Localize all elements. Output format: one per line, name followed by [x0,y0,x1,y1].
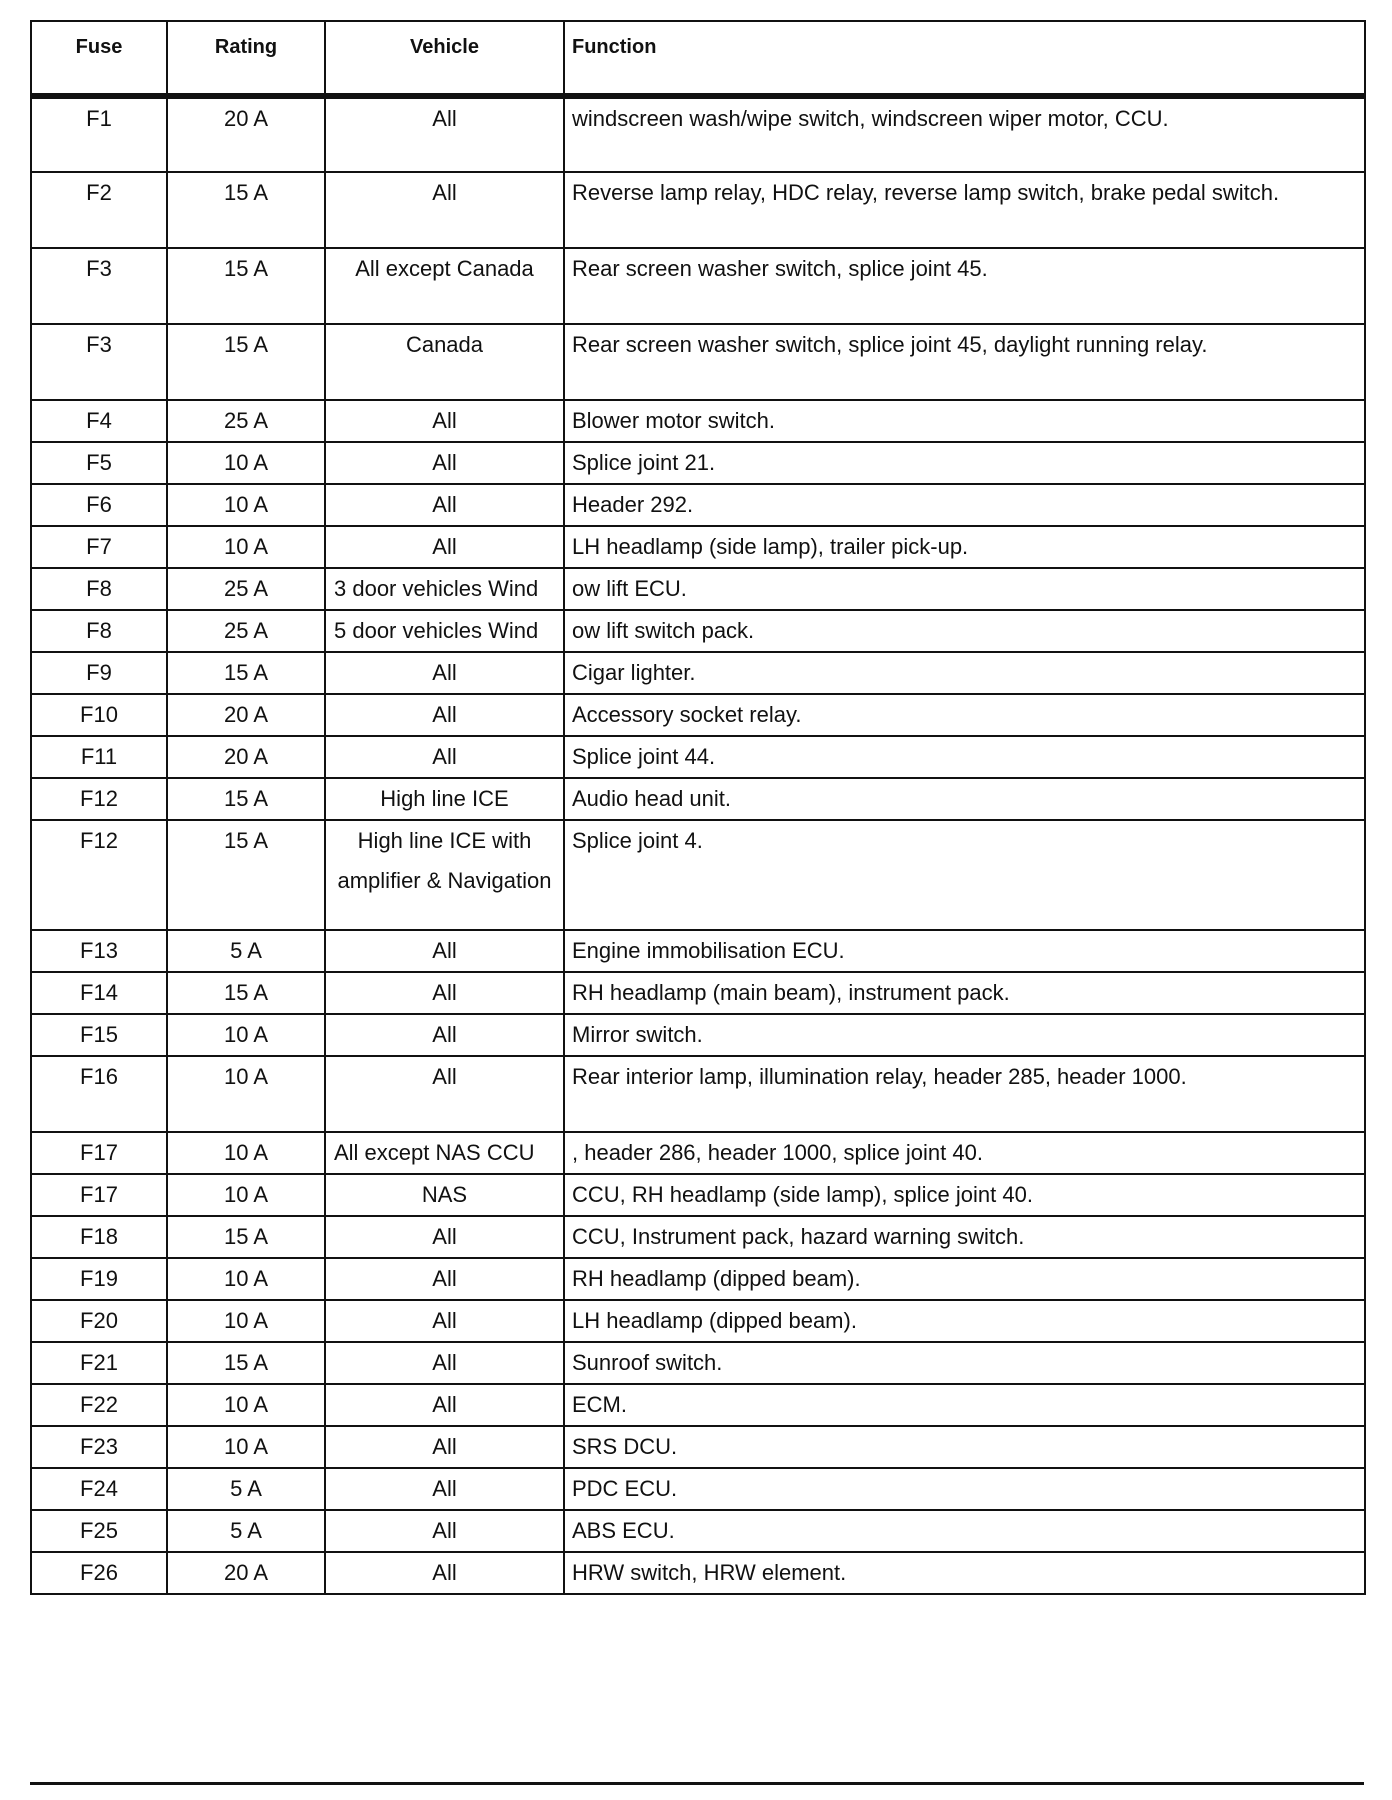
vehicle-cell: 5 door vehicles Wind [325,610,564,652]
fuse-cell: F7 [31,526,167,568]
table-header-row [31,21,1365,96]
vehicle-cell: All [325,1510,564,1552]
rating-cell: 10 A [167,1056,325,1132]
rating-cell: 25 A [167,610,325,652]
vehicle-cell: High line ICE [325,778,564,820]
vehicle-cell: All [325,1552,564,1594]
function-cell: LH headlamp (side lamp), trailer pick-up. [564,526,1365,568]
vehicle-cell: All [325,652,564,694]
fuse-cell: F3 [31,248,167,324]
fuse-cell: F8 [31,610,167,652]
rating-cell: 15 A [167,652,325,694]
fuse-table [30,20,1366,1595]
function-cell: Rear screen washer switch, splice joint 45, daylight running relay. [564,324,1365,400]
function-cell: SRS DCU. [564,1426,1365,1468]
rating-cell: 5 A [167,1468,325,1510]
rating-cell: 15 A [167,1342,325,1384]
rating-cell: 25 A [167,568,325,610]
function-cell: Rear screen washer switch, splice joint 45. [564,248,1365,324]
function-cell: Reverse lamp relay, HDC relay, reverse lamp switch, brake pedal switch. [564,172,1365,248]
fuse-cell: F17 [31,1174,167,1216]
vehicle-cell: All [325,484,564,526]
vehicle-cell: All [325,1056,564,1132]
table-row [31,610,1365,652]
table-row [31,172,1365,248]
function-cell: Rear interior lamp, illumination relay, header 285, header 1000. [564,1056,1365,1132]
rating-cell: 10 A [167,1132,325,1174]
vehicle-cell: All [325,930,564,972]
fuse-cell: F23 [31,1426,167,1468]
table-row [31,1014,1365,1056]
vehicle-cell: All [325,1014,564,1056]
vehicle-cell: All [325,172,564,248]
function-cell: Header 292. [564,484,1365,526]
vehicle-cell: All [325,1384,564,1426]
rating-cell: 20 A [167,1552,325,1594]
table-row [31,1468,1365,1510]
rating-cell: 10 A [167,1258,325,1300]
function-cell: , header 286, header 1000, splice joint 40. [564,1132,1365,1174]
rating-cell: 5 A [167,1510,325,1552]
vehicle-cell: All [325,526,564,568]
table-row [31,930,1365,972]
table-row [31,1510,1365,1552]
table-row [31,248,1365,324]
rating-cell: 20 A [167,736,325,778]
rating-cell: 10 A [167,526,325,568]
table-row [31,1384,1365,1426]
function-cell: Sunroof switch. [564,1342,1365,1384]
fuse-cell: F21 [31,1342,167,1384]
vehicle-cell: All [325,694,564,736]
vehicle-cell: All [325,400,564,442]
vehicle-cell: All except NAS CCU [325,1132,564,1174]
fuse-cell: F8 [31,568,167,610]
table-row [31,972,1365,1014]
function-cell: Splice joint 4. [564,820,1365,930]
bottom-rule [30,1782,1364,1785]
function-cell: RH headlamp (dipped beam). [564,1258,1365,1300]
rating-cell: 15 A [167,972,325,1014]
vehicle-cell: All [325,1468,564,1510]
fuse-cell: F11 [31,736,167,778]
rating-cell: 20 A [167,694,325,736]
function-cell: Splice joint 44. [564,736,1365,778]
rating-cell: 10 A [167,1014,325,1056]
fuse-cell: F4 [31,400,167,442]
function-cell: Engine immobilisation ECU. [564,930,1365,972]
vehicle-cell: All [325,1342,564,1384]
fuse-cell: F12 [31,778,167,820]
vehicle-cell: All [325,1216,564,1258]
rating-cell: 15 A [167,778,325,820]
fuse-cell: F13 [31,930,167,972]
vehicle-cell: All [325,442,564,484]
function-cell: HRW switch, HRW element. [564,1552,1365,1594]
rating-cell: 15 A [167,172,325,248]
header-vehicle: Vehicle [325,21,564,96]
fuse-cell: F18 [31,1216,167,1258]
vehicle-cell: 3 door vehicles Wind [325,568,564,610]
rating-cell: 15 A [167,820,325,930]
vehicle-cell: Canada [325,324,564,400]
vehicle-cell: All [325,736,564,778]
function-cell: CCU, Instrument pack, hazard warning switch. [564,1216,1365,1258]
fuse-cell: F15 [31,1014,167,1056]
table-row [31,568,1365,610]
rating-cell: 15 A [167,1216,325,1258]
fuse-cell: F5 [31,442,167,484]
function-cell: Accessory socket relay. [564,694,1365,736]
function-cell: Splice joint 21. [564,442,1365,484]
function-cell: ow lift switch pack. [564,610,1365,652]
vehicle-cell: NAS [325,1174,564,1216]
rating-cell: 15 A [167,324,325,400]
fuse-cell: F17 [31,1132,167,1174]
table-row [31,1174,1365,1216]
fuse-cell: F20 [31,1300,167,1342]
table-row [31,778,1365,820]
table-row [31,736,1365,778]
table-row [31,1552,1365,1594]
rating-cell: 25 A [167,400,325,442]
rating-cell: 10 A [167,1174,325,1216]
fuse-cell: F2 [31,172,167,248]
fuse-cell: F14 [31,972,167,1014]
function-cell: Cigar lighter. [564,652,1365,694]
vehicle-cell: All [325,1426,564,1468]
function-cell: PDC ECU. [564,1468,1365,1510]
function-cell: ow lift ECU. [564,568,1365,610]
rating-cell: 10 A [167,1300,325,1342]
rating-cell: 10 A [167,1384,325,1426]
vehicle-cell: All except Canada [325,248,564,324]
table-row [31,400,1365,442]
function-cell: ABS ECU. [564,1510,1365,1552]
table-row [31,694,1365,736]
table-row [31,324,1365,400]
function-cell: windscreen wash/wipe switch, windscreen wiper motor, CCU. [564,96,1365,172]
function-cell: LH headlamp (dipped beam). [564,1300,1365,1342]
fuse-cell: F12 [31,820,167,930]
fuse-cell: F19 [31,1258,167,1300]
function-cell: RH headlamp (main beam), instrument pack. [564,972,1365,1014]
table-body [31,96,1365,1594]
function-cell: Audio head unit. [564,778,1365,820]
table-row [31,1216,1365,1258]
function-cell: ECM. [564,1384,1365,1426]
table-row [31,1300,1365,1342]
table-row [31,484,1365,526]
table-row [31,1258,1365,1300]
vehicle-cell: All [325,1300,564,1342]
fuse-cell: F22 [31,1384,167,1426]
function-cell: CCU, RH headlamp (side lamp), splice joint 40. [564,1174,1365,1216]
table-row [31,96,1365,172]
table-row [31,1132,1365,1174]
header-fuse: Fuse [31,21,167,96]
fuse-cell: F24 [31,1468,167,1510]
rating-cell: 10 A [167,1426,325,1468]
rating-cell: 10 A [167,484,325,526]
rating-cell: 15 A [167,248,325,324]
header-function: Function [564,21,1365,96]
fuse-cell: F9 [31,652,167,694]
vehicle-cell: All [325,1258,564,1300]
rating-cell: 10 A [167,442,325,484]
table-row [31,1056,1365,1132]
table-row [31,442,1365,484]
function-cell: Mirror switch. [564,1014,1365,1056]
rating-cell: 20 A [167,96,325,172]
fuse-cell: F3 [31,324,167,400]
fuse-cell: F25 [31,1510,167,1552]
rating-cell: 5 A [167,930,325,972]
fuse-cell: F26 [31,1552,167,1594]
fuse-cell: F16 [31,1056,167,1132]
vehicle-cell: All [325,972,564,1014]
header-rating: Rating [167,21,325,96]
fuse-cell: F6 [31,484,167,526]
table-row [31,1342,1365,1384]
vehicle-cell: High line ICE with amplifier & Navigation [325,820,564,930]
table-row [31,526,1365,568]
function-cell: Blower motor switch. [564,400,1365,442]
table-row [31,1426,1365,1468]
table-row [31,652,1365,694]
table-row [31,820,1365,930]
fuse-cell: F10 [31,694,167,736]
fuse-cell: F1 [31,96,167,172]
vehicle-cell: All [325,96,564,172]
